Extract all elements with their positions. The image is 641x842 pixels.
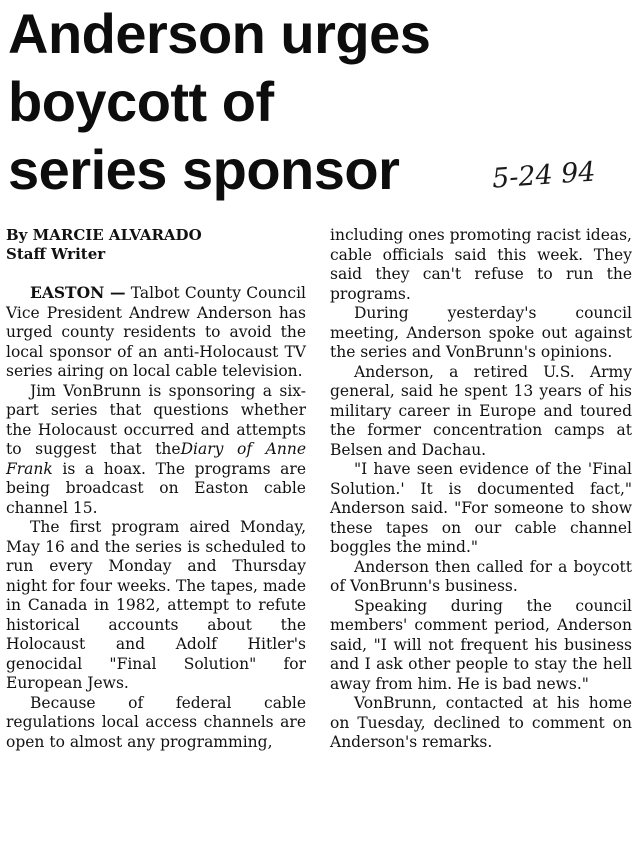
headline-line-2: boycott of [8,70,274,133]
dateline: EASTON — [30,283,126,302]
handwritten-date: 5-24 94 [491,156,597,195]
article-paragraph-10: VonBrunn, contacted at his home on Tuesday, declined to comment on Anderson's remarks. [330,694,632,751]
article-paragraph-1 [6,283,306,382]
article-paragraph-8: Anderson then called for a boycott of VonBrunn's business. [330,557,632,595]
paragraph-2-end: is a hoax. The programs are being broadcast on Easton cable channel 15. [6,459,306,517]
headline-line-1: Anderson urges [8,2,431,65]
article-paragraph-6: Anderson, a retired U.S. Army general, said he spent 13 years of his military career in Europe and toured the former concentration camps at Belsen and Dachau. [330,362,632,459]
article-paragraph-3: The first program aired Monday, May 16 and the series is scheduled to run every Monday and Thursday night for four weeks. The tapes, made in Canada in 1982, attempt to refute historical accounts about the Holocaust and Adolf Hitler's genocidal "Final Solution" for European Jews. [6,518,306,692]
paragraph-1-text: Talbot County Council Vice President Andrew Anderson has urged county residents to avoid the local sponsor of an anti-Holocaust TV series airing on local cable television. [6,284,306,380]
paragraph-2-start: Jim VonBrunn is sponsoring a six-part series that questions whether the Holocaust occurred and attempts to suggest that the [6,381,306,458]
byline-role: Staff Writer [6,245,106,263]
byline-author: By MARCIE ALVARADO [6,226,202,244]
article-paragraph-4-continued: including ones promoting racist ideas, cable officials said this week. They said they can't refuse to run the programs. [330,226,632,303]
article-paragraph-9: Speaking during the council members' comment period, Anderson said, "I will not frequent his business and I ask other people to stay the hell away from him. He is bad news." [330,596,632,693]
headline-line-3: series sponsor [8,138,400,201]
article-paragraph-2 [6,382,306,519]
paragraph-2-italic: Diary of Anne Frank [6,440,307,478]
article-paragraph-7: "I have seen evidence of the 'Final Solution.' It is documented fact," Anderson said. "For someone to show these tapes on our cable channel boggles the mind." [330,460,632,556]
article-paragraph-5: During yesterday's council meeting, Anderson spoke out against the series and VonBrunn's opinions. [330,304,632,361]
article-column-left [6,226,306,752]
article-column-right [330,226,632,753]
article-paragraph-4: Because of federal cable regulations local access channels are open to almost any programming, [6,693,306,751]
